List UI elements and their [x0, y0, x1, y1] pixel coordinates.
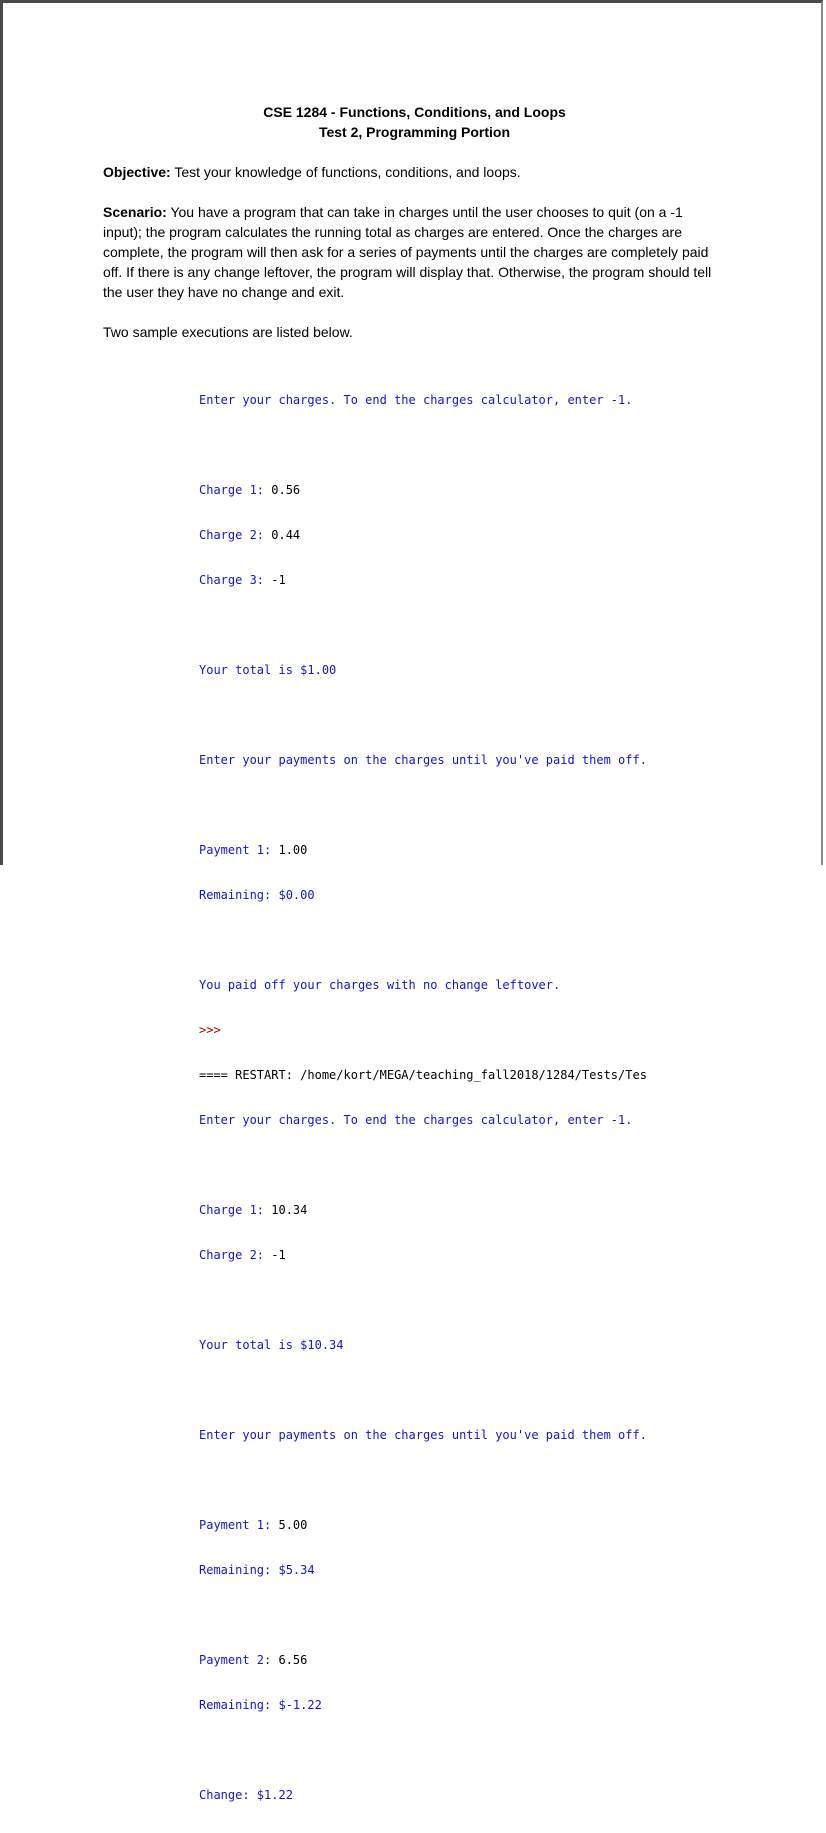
title-line-test: Test 2, Programming Portion — [318, 124, 511, 140]
charge-value: 0.56 — [271, 483, 301, 497]
run2-total: Your total is $10.34 — [199, 1338, 344, 1352]
run1-remaining-1: Remaining: $0.00 — [199, 888, 315, 902]
run1-payments-header: Enter your payments on the charges until you've paid them off. — [199, 753, 647, 767]
blank-line — [199, 438, 819, 453]
scenario-paragraph — [103, 202, 723, 302]
payment-value: 1.00 — [278, 843, 308, 857]
scenario-label: Scenario: — [103, 204, 167, 220]
charge-prompt: Charge 1: — [199, 483, 272, 497]
blank-line — [199, 1158, 819, 1173]
blank-line — [199, 798, 819, 813]
charge-prompt: Charge 2: — [199, 1248, 272, 1262]
charge-prompt: Charge 2: — [199, 528, 272, 542]
run2-payments-header: Enter your payments on the charges until you've paid them off. — [199, 1428, 647, 1442]
run2-payment-1-line — [199, 1518, 819, 1533]
run1-result: You paid off your charges with no change leftover. — [199, 978, 561, 992]
run1-total: Your total is $1.00 — [199, 663, 337, 677]
blank-line — [199, 1383, 819, 1398]
scenario-text: You have a program that can take in charges until the user chooses to quit (on a -1 input); the program calculates the running total as charges are entered. Once the charges are complete, the program will then ask for a series of payments until the charges are completely paid off. If there is any change leftover, the program will display that. Otherwise, the program should tell the user they have no change and exit. — [103, 204, 712, 300]
run2-change: Change: $1.22 — [199, 1788, 293, 1802]
payment-value: 5.00 — [278, 1518, 308, 1532]
payment-prompt: Payment 2: — [199, 1653, 279, 1667]
objective-label: Objective: — [103, 164, 171, 180]
payment-prompt: Payment 1: — [199, 1518, 279, 1532]
charge-prompt: Charge 1: — [199, 1203, 272, 1217]
run1-payment-1-line — [199, 843, 819, 858]
run2-charges-header: Enter your charges. To end the charges calculator, enter -1. — [199, 1113, 633, 1127]
charge-value: 0.44 — [271, 528, 301, 542]
run1-charge-1-line — [199, 483, 819, 498]
blank-line — [199, 933, 819, 948]
run2-payment-2-line — [199, 1653, 819, 1668]
blank-line — [199, 1608, 819, 1623]
charge-value: -1 — [271, 1248, 286, 1262]
run2-charge-2-line — [199, 1248, 819, 1263]
objective-paragraph — [103, 162, 723, 182]
objective-text: Test your knowledge of functions, conditions, and loops. — [170, 164, 521, 180]
payment-value: 6.56 — [278, 1653, 308, 1667]
title-line-course: CSE 1284 - Functions, Conditions, and Loops — [263, 104, 566, 120]
sample-executions-output — [199, 363, 819, 1833]
blank-line — [199, 1743, 819, 1758]
run2-charge-1-line — [199, 1203, 819, 1218]
charge-prompt: Charge 3: — [199, 573, 272, 587]
payment-prompt: Payment 1: — [199, 843, 279, 857]
blank-line — [199, 708, 819, 723]
run1-charge-3-line — [199, 573, 819, 588]
restart-banner: ==== RESTART: /home/kort/MEGA/teaching_fall2018/1284/Tests/Tes — [199, 1068, 647, 1082]
blank-line — [199, 618, 819, 633]
run2-remaining-2: Remaining: $-1.22 — [199, 1698, 322, 1712]
blank-line — [199, 1473, 819, 1488]
charge-value: -1 — [271, 573, 286, 587]
run2-remaining-1: Remaining: $5.34 — [199, 1563, 315, 1577]
blank-line — [199, 1293, 819, 1308]
run1-charge-2-line — [199, 528, 819, 543]
document-title — [3, 102, 826, 142]
charge-value: 10.34 — [271, 1203, 308, 1217]
run1-charges-header: Enter your charges. To end the charges calculator, enter -1. — [199, 393, 633, 407]
shell-prompt: >>> — [199, 1023, 221, 1037]
intro-paragraph: Two sample executions are listed below. — [103, 324, 353, 340]
